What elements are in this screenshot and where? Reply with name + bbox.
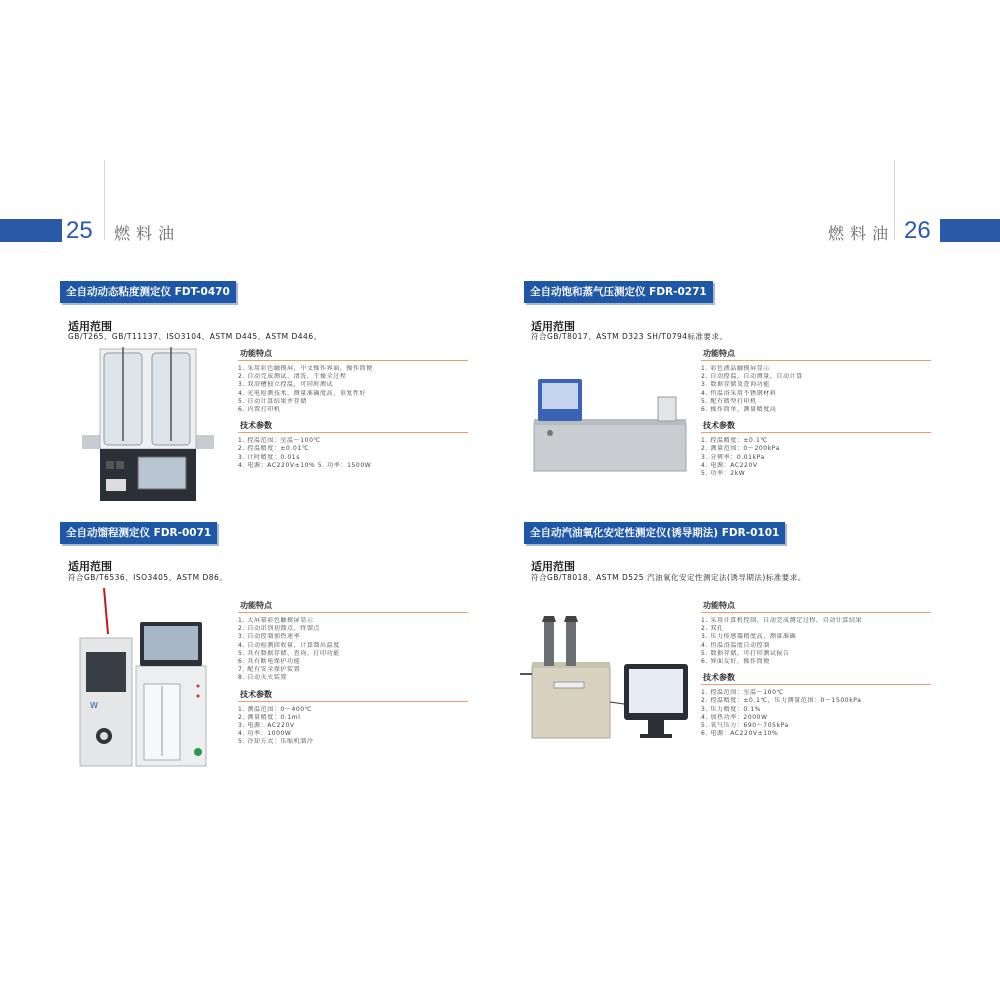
list-item: 3. 压力精度：0.1% bbox=[701, 705, 762, 713]
params-label: 技术参数 bbox=[238, 420, 468, 433]
product-title-fdr-0071: 全自动馏程测定仪 FDR-0071 bbox=[60, 522, 217, 544]
list-item: 4. 加热功率：2000W bbox=[701, 713, 768, 721]
list-item: 3. 双浴槽独立控温，可同时测试 bbox=[238, 381, 334, 389]
left-page-title: 燃料油 bbox=[114, 224, 181, 243]
right-page-title: 燃料油 bbox=[828, 224, 895, 243]
scope-text: 符合GB/T8017、ASTM D323 SH/T0794标准要求。 bbox=[531, 332, 728, 341]
list-item: 3. 自动控制加热速率 bbox=[238, 633, 301, 641]
list-item: 2. 自动识别初馏点、终馏点 bbox=[238, 625, 321, 633]
features-list bbox=[701, 617, 931, 666]
list-item: 6. 具有断电保护功能 bbox=[238, 658, 301, 666]
list-item: 3. 计时精度：0.01s bbox=[238, 453, 300, 461]
right-page-divider bbox=[894, 160, 895, 240]
params-label: 技术参数 bbox=[701, 420, 931, 433]
list-item: 1. 采用彩色触摸屏，中文操作界面，操作简便 bbox=[238, 365, 373, 372]
scope-text: 符合GB/T6536、ISO3405、ASTM D86。 bbox=[68, 573, 228, 582]
oxidation-stability-tester-image bbox=[520, 612, 700, 742]
vapor-pressure-tester-image bbox=[530, 375, 690, 475]
list-item: 2. 自动完成测试、清洗、干燥全过程 bbox=[238, 373, 347, 381]
list-item: 1. 控温范围：室温～100℃ bbox=[238, 437, 321, 445]
features-label: 功能特点 bbox=[701, 600, 931, 613]
params-list bbox=[701, 437, 931, 478]
list-item: 1. 控温范围：室温～100℃ bbox=[701, 689, 784, 697]
params-label: 技术参数 bbox=[238, 689, 468, 702]
list-item: 6. 界面友好，操作简便 bbox=[701, 658, 770, 666]
list-item: 5. 数据存储，可打印测试报告 bbox=[701, 649, 790, 657]
scope-text: 符合GB/T8018、ASTM D525 汽油氧化安定性测定法(诱导期法)标准要求。 bbox=[531, 573, 806, 582]
list-item: 4. 恒温浴采用不锈钢材料 bbox=[701, 389, 777, 397]
params-list bbox=[701, 689, 931, 738]
list-item: 5. 冷却方式：压缩机制冷 bbox=[238, 738, 314, 746]
list-item: 6. 内置打印机 bbox=[238, 406, 281, 414]
list-item: 4. 电源：AC220V bbox=[701, 461, 758, 469]
list-item: 5. 具有数据存储、查询、打印功能 bbox=[238, 649, 340, 657]
list-item: 1. 测温范围：0～400℃ bbox=[238, 705, 313, 713]
list-item: 7. 配有安全保护装置 bbox=[238, 666, 301, 674]
features-list bbox=[238, 617, 468, 683]
features-label: 功能特点 bbox=[238, 348, 468, 361]
left-page-number: 25 bbox=[66, 217, 93, 244]
list-item: 3. 分辨率：0.01kPa bbox=[701, 453, 765, 461]
right-header-band bbox=[940, 219, 1000, 242]
params-list bbox=[238, 706, 468, 747]
scope-text: GB/T265、GB/T11137、ISO3104、ASTM D445、ASTM D446。 bbox=[68, 332, 322, 341]
spec-block-fdr-0101 bbox=[701, 600, 931, 738]
list-item: 2. 控温精度：±0.1℃，压力测量范围：0～1500kPa bbox=[701, 697, 862, 705]
spec-block-fdt-0470 bbox=[238, 348, 468, 470]
list-item: 6. 操作简单，测量精度高 bbox=[701, 406, 777, 414]
list-item: 4. 自动检测回收量，计算馏出温度 bbox=[238, 641, 340, 649]
list-item: 2. 测量精度：0.1ml bbox=[238, 713, 301, 721]
spec-block-fdr-0071 bbox=[238, 600, 468, 747]
list-item: 2. 控温精度：±0.01℃ bbox=[238, 445, 310, 453]
product-title-fdt-0470: 全自动动态粘度测定仪 FDT-0470 bbox=[60, 281, 236, 303]
params-label: 技术参数 bbox=[701, 672, 931, 685]
list-item: 4. 功率：1000W bbox=[238, 730, 292, 738]
list-item: 1. 彩色液晶触摸屏显示 bbox=[701, 365, 770, 372]
right-page-number: 26 bbox=[904, 217, 931, 244]
list-item: 2. 测量范围：0～200kPa bbox=[701, 445, 781, 453]
params-list bbox=[238, 437, 468, 470]
list-item: 4. 电源：AC220V±10% 5. 功率：1500W bbox=[238, 461, 372, 469]
list-item: 1. 大屏幕彩色触摸屏显示 bbox=[238, 617, 314, 624]
scope-label: 适用范围 bbox=[531, 560, 575, 573]
left-page-divider bbox=[104, 160, 105, 240]
features-label: 功能特点 bbox=[238, 600, 468, 613]
left-header-band bbox=[0, 219, 62, 242]
spec-block-fdr-0271 bbox=[701, 348, 931, 478]
list-item: 5. 配有微型打印机 bbox=[701, 397, 757, 405]
features-label: 功能特点 bbox=[701, 348, 931, 361]
list-item: 6. 电源：AC220V±10% bbox=[701, 730, 779, 738]
product-title-fdr-0101: 全自动汽油氧化安定性测定仪(诱导期法) FDR-0101 bbox=[524, 522, 785, 544]
list-item: 8. 自动灭火装置 bbox=[238, 674, 288, 682]
list-item: 5. 氧气压力：690～705kPa bbox=[701, 722, 789, 730]
distillation-tester-image bbox=[78, 586, 210, 770]
list-item: 3. 数据存储及查询功能 bbox=[701, 381, 770, 389]
svg-text:W: W bbox=[90, 701, 98, 710]
viscometer-image bbox=[82, 345, 214, 505]
features-list bbox=[701, 365, 931, 414]
list-item: 5. 功率：2kW bbox=[701, 470, 746, 478]
scope-label: 适用范围 bbox=[68, 560, 112, 573]
product-title-fdr-0271: 全自动饱和蒸气压测定仪 FDR-0271 bbox=[524, 281, 713, 303]
list-item: 5. 自动计算结果并存储 bbox=[238, 397, 307, 405]
list-item: 4. 光电检测技术，测量准确度高，重复性好 bbox=[238, 389, 367, 397]
list-item: 1. 采用计算机控制，自动完成测定过程，自动计算结果 bbox=[701, 617, 863, 624]
scope-label: 适用范围 bbox=[68, 320, 112, 333]
list-item: 1. 控温精度：±0.1℃ bbox=[701, 437, 768, 445]
list-item: 3. 电源：AC220V bbox=[238, 722, 295, 730]
list-item: 3. 压力传感器精度高，测量准确 bbox=[701, 633, 797, 641]
scope-label: 适用范围 bbox=[531, 320, 575, 333]
list-item: 2. 双孔 bbox=[701, 625, 724, 633]
features-list bbox=[238, 365, 468, 414]
list-item: 4. 恒温浴温度自动控制 bbox=[701, 641, 770, 649]
list-item: 2. 自动控温，自动测量，自动计算 bbox=[701, 373, 803, 381]
